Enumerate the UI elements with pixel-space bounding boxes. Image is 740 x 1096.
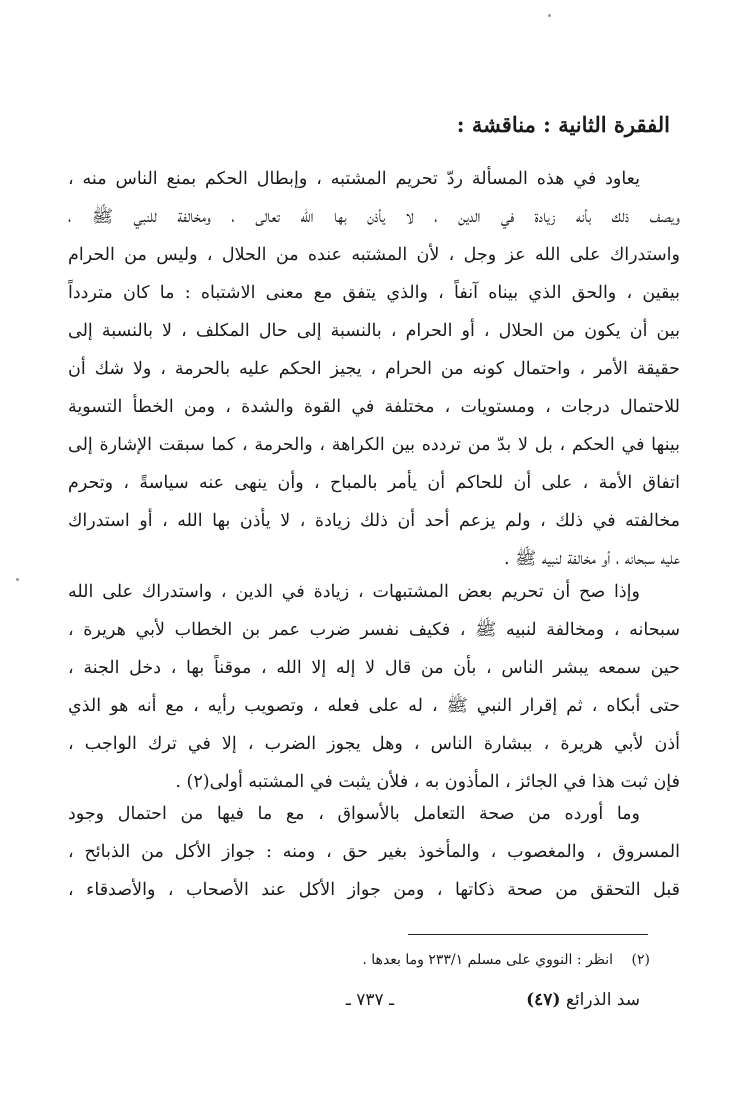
scan-speck — [16, 578, 19, 581]
footnote-text: انظر : النووي على مسلم ٢٣٣/١ وما بعدها . — [362, 952, 614, 968]
footnote-number: (٢) — [631, 952, 650, 968]
footnote — [362, 952, 650, 968]
footnote-divider — [408, 934, 648, 935]
paragraph-1 — [68, 160, 680, 578]
volume-number: (٤٧) — [526, 990, 561, 1010]
text-line: واستدراك على الله عز وجل ، لأن المشتبه عنده من الحلال ، وليس من الحرام — [68, 245, 680, 265]
text-line: ويصف ذلك بأنه زيادة في الدين ، لا يأذن بها الله تعالى ، ومخالفة للنبي ﷺ ، — [68, 207, 680, 227]
text-line: قبل التحقق من صحة ذكاتها ، ومن جواز الأكل عند الأصحاب ، والأصدقاء ، — [68, 880, 680, 900]
scan-speck — [548, 14, 551, 17]
text-line: عليه سبحانه ، أو مخالفة لنبيه ﷺ . — [504, 549, 680, 569]
text-line: حقيقة الأمر ، واحتمال كونه من الحرام ، يجيز الحكم عليه بالحرمة ، ولا شك أن — [68, 359, 680, 379]
text-line: بيقين ، والحق الذي بيناه آنفاً ، والذي يتفق مع معنى الاشتباه : ما كان متردداً — [68, 283, 680, 303]
text-line: اتفاق الأمة ، على أن للحاكم أن يأمر بالمباح ، وأن ينهى عنه سياسةً ، وتحرم — [68, 473, 680, 493]
text-line: للاحتمال درجات ، ومستويات ، مختلفة في القوة والشدة ، ومن الخطأ التسوية — [68, 397, 680, 417]
text-line: فإن ثبت هذا في الجائز ، المأذون به ، فلأن يثبت في المشتبه أولى(٢) . — [175, 772, 680, 792]
paragraph-2 — [68, 573, 680, 801]
text-line: وما أورده من صحة التعامل بالأسواق ، مع ما فيها من احتمال وجود — [68, 804, 640, 824]
text-line: المسروق ، والمغصوب ، والمأخوذ بغير حق ، ومنه : جواز الأكل من الذبائح ، — [68, 842, 680, 862]
text-line: بينها في الحكم ، بل لا بدّ من تردده بين الكراهة ، والحرمة ، كما سبقت الإشارة إلى — [68, 435, 680, 455]
page-number: ـ ٧٣٧ ـ — [345, 990, 395, 1010]
text-line: بين أن يكون من الحلال ، أو الحرام ، بالنسبة إلى حال المكلف ، لا بالنسبة إلى — [68, 321, 680, 341]
paragraph-3 — [68, 795, 680, 909]
text-line: وإذا صح أن تحريم بعض المشتبهات ، زيادة في الدين ، واستدراك على الله — [68, 582, 640, 602]
text-line: حتى أبكاه ، ثم إقرار النبي ﷺ ، له على فعله ، وتصويب رأيه ، مع أنه هو الذي — [68, 696, 680, 716]
text-line: أذن لأبي هريرة ، ببشارة الناس ، وهل يجوز الضرب ، إلا في ترك الواجب ، — [68, 734, 680, 754]
text-line: يعاود في هذه المسألة ردّ تحريم المشتبه ، وإبطال الحكم بمنع الناس منه ، — [68, 169, 640, 189]
text-line: سبحانه ، ومخالفة لنبيه ﷺ ، فكيف نفسر ضرب عمر بن الخطاب لأبي هريرة ، — [68, 620, 680, 640]
text-line: مخالفته في ذلك ، ولم يزعم أحد أن ذلك زيادة ، لا يأذن بها الله ، أو استدراك — [68, 511, 680, 531]
section-heading: الفقرة الثانية : مناقشة : — [456, 112, 670, 137]
text-line: حين سمعه يبشر الناس ، بأن من قال لا إله إلا الله ، موقناً بها ، دخل الجنة ، — [68, 658, 680, 678]
book-title: سد الذرائع — [565, 990, 640, 1010]
